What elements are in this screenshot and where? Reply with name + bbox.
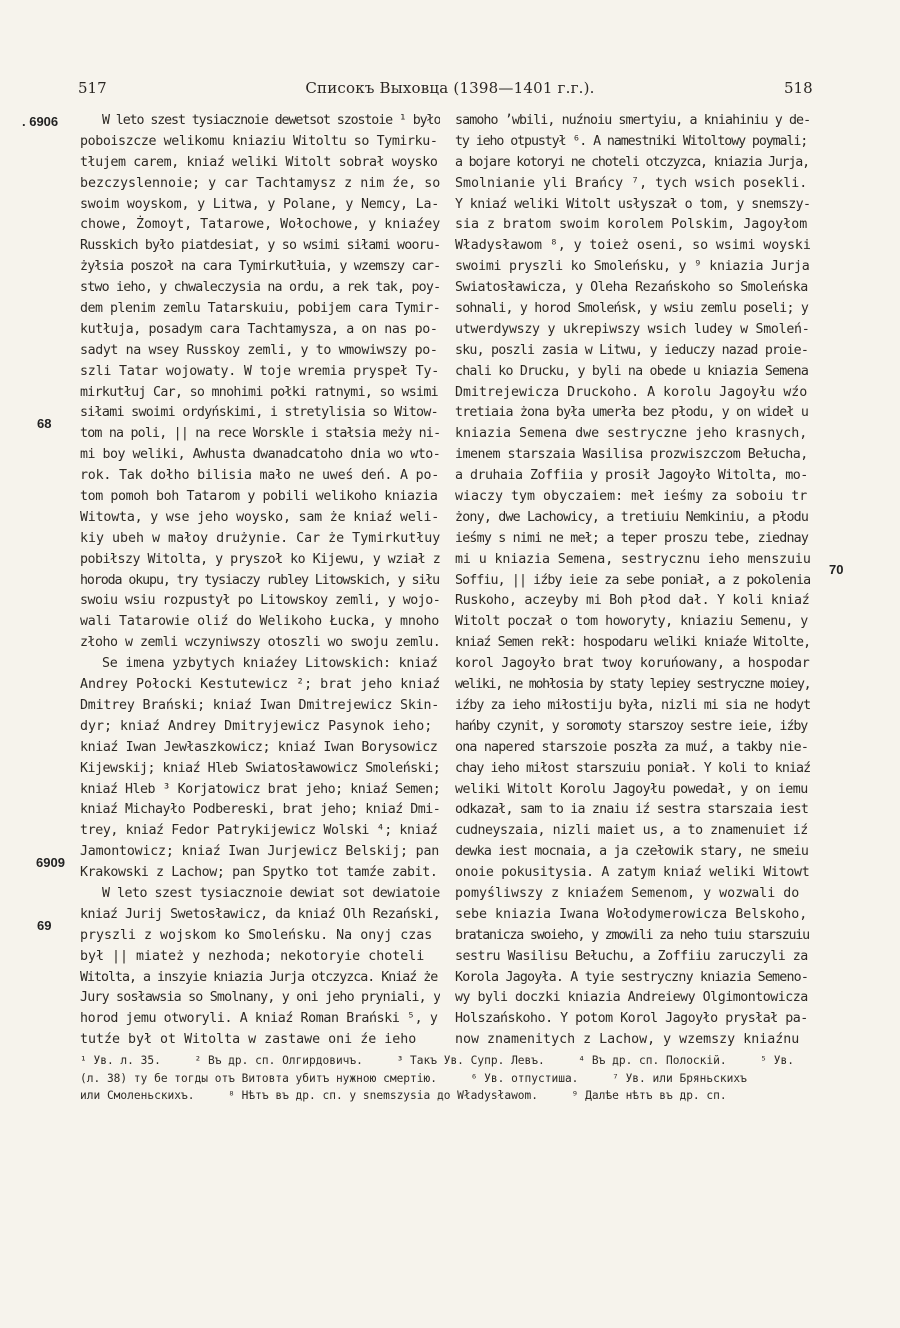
page-number-left: 517 xyxy=(78,79,107,97)
text-line: tłujem carem, kniaź weliki Witolt sobrał woysko xyxy=(80,154,438,170)
text-line: stwo ieho, y chwaleczysia na ordu, a rek tak, poy- xyxy=(80,280,440,296)
text-line: korol Jagoyło brat twoy koruńowany, a hospodar xyxy=(455,656,810,672)
text-line: Korola Jagoyła. A tyie sestryczny kniazia Semeno- xyxy=(455,969,809,985)
text-line: tutźe był ot Witolta w zastawe oni źe ieho xyxy=(80,1032,417,1048)
text-line: a bojare kotoryi ne choteli otczyzca, kniazia Jurja, xyxy=(455,154,809,170)
text-line: Witowta, y wse jeho woysko, sam że kniaź weli- xyxy=(80,509,440,525)
text-line: złoho w zemli wczyniwszy otoszli wo swoju zemlu. xyxy=(80,635,440,651)
text-line: mi u kniazia Semena, sestrycznu ieho menszuiu xyxy=(455,551,811,567)
text-line: pobiłszy Witolta, y pryszoł ko Kijewu, y wział z xyxy=(80,551,440,567)
text-line: kniaź Hleb ³ Korjatowicz brat jeho; kniaź Semen; xyxy=(80,781,440,797)
text-line: sestru Wasilisu Bełuchu, a Zoffiiu zaruczyli za xyxy=(455,948,808,964)
text-line: kniaź Jurij Swetosławicz, da kniaź Olh Rezański, xyxy=(80,906,440,922)
text-line: swoiu wsiu rozpustył po Litowskoy zemli, y wojo- xyxy=(80,593,440,609)
text-line: Witolt poczał o tom howoryty, kniaziu Semenu, y xyxy=(455,614,808,630)
text-line: był || miateż y nezhoda; nekotoryie choteli xyxy=(80,948,425,964)
margin-page-68: 68 xyxy=(37,416,52,431)
text-line: swoim woyskom, y Litwa, y Polane, y Nemcy, La- xyxy=(80,196,440,212)
text-line: onoie pokusitysia. A zatym kniaź weliki Witowt xyxy=(455,865,810,881)
text-line: dyr; kniaź Andrey Dmitryjewicz Pasynok ieho; xyxy=(80,718,433,734)
text-line: kiy ubeh w małoy drużynie. Car że Tymirkutłuy xyxy=(80,530,440,546)
text-line: Władysławom ⁸, y toież oseni, so wsimi woyski xyxy=(455,238,811,254)
text-line: tom na poli, || na rece Worskle i stałsia meży ni- xyxy=(80,426,440,442)
text-line: Se imena yzbytych kniaźey Litowskich: kniaź xyxy=(102,656,438,672)
text-line: imenem starszaia Wasilisa prozwiszczom Bełucha, xyxy=(455,447,808,463)
margin-page-70: 70 xyxy=(829,562,844,577)
text-line: Soffiu, || iźby ieie za sebe poniał, a z pokolenia xyxy=(455,572,811,588)
text-line: siłami swoimi ordyńskimi, i stretylisia so Witow- xyxy=(80,405,438,421)
text-line: Y kniaź weliki Witolt usłyszał o tom, y snemszy- xyxy=(455,196,811,212)
text-line: Swiatosławicza, y Oleha Rezańskoho so Smoleńska xyxy=(455,280,808,296)
text-line: iźby za ieho miłostiju była, nizli mi sia ne hodyt xyxy=(455,697,811,713)
text-line: Dmitrey Brański; kniaź Iwan Dmitrejewicz Skin- xyxy=(80,697,440,713)
text-line: chowe, Żomoyt, Tatarowe, Wołochowe, y kniaźey xyxy=(80,217,440,233)
footnote-line: или Смоленьскихъ. ⁸ Нѣтъ въ др. сп. у snemszysia до Władysławom. ⁹ Далѣе нѣтъ въ др. сп. xyxy=(80,1089,727,1102)
text-line: Andrey Połocki Kestutewicz ²; brat jeho kniaź xyxy=(80,677,440,693)
text-line: Holszańskoho. Y potom Korol Jagoyło prysłał pa- xyxy=(455,1011,808,1027)
text-line: weliki, ne mohłosia by staty lepiey sestryczne moiey, xyxy=(455,677,811,693)
text-line: kniaź Michayło Podbereski, brat jeho; kniaź Dmi- xyxy=(80,802,440,818)
text-line: Kijewskij; kniaź Hleb Swiatosławowicz Smoleński; xyxy=(80,760,440,776)
footnotes xyxy=(80,1052,812,1105)
text-line: Witolta, a inszyie kniazia Jurja otczyzca. Kniaź że xyxy=(80,969,438,985)
text-line: Smolnianie yli Brańcy ⁷, tych wsich posekli. xyxy=(455,175,808,191)
text-line: sku, poszli zasia w Litwu, y ieduczy nazad proie- xyxy=(455,342,809,358)
text-line: trey, kniaź Fedor Patrykijewicz Wolski ⁴; kniaź xyxy=(80,823,438,839)
text-line: cudneyszaia, nizli maiet us, a to znamenuiet iź xyxy=(455,823,808,839)
left-text-column xyxy=(80,111,440,1051)
text-line: sadyt na wsey Russkoy zemli, y to wmowiwszy po- xyxy=(80,342,438,358)
text-line: sia z bratom swoim korolem Polskim, Jagoyłom xyxy=(455,217,808,233)
text-line: wy byli doczki kniazia Andreiewy Olgimontowicza xyxy=(455,990,808,1006)
text-line: now znamenitych z Lachow, y wzemszy kniaźnu xyxy=(455,1032,800,1048)
margin-year-6909: 6909 xyxy=(36,855,65,870)
text-line: kutłuja, posadym cara Tachtamysza, a on nas po- xyxy=(80,321,438,337)
text-line: swoimi pryszli ko Smoleńsku, y ⁹ kniazia Jurja xyxy=(455,259,810,275)
text-line: horoda okupu, try tysiaczy rubley Litowskich, y siłu xyxy=(80,572,440,588)
text-line: kniaź Semen rekł: hospodaru weliki kniaźe Witolte, xyxy=(455,635,811,651)
text-line: chali ko Drucku, y byli na obede u kniazia Semena xyxy=(455,363,809,379)
text-line: hańby czynit, y soromoty starszoy sestre ieie, iźby xyxy=(455,718,808,734)
text-line: tretiaia żona była umerła bez płodu, y on wideł u xyxy=(455,405,809,421)
text-line: dewka iest mocnaia, a ja czełowik stary, ne smeiu xyxy=(455,844,809,860)
text-line: wiaczy tym obyczaiem: meł ieśmy za soboiu tr xyxy=(455,489,808,505)
text-line: odkazał, sam to ia znaiu iź sestra starszaia iest xyxy=(455,802,809,818)
text-line: wali Tatarowie oliź do Welikoho Łucka, y mnoho xyxy=(80,614,440,630)
running-title: Списокъ Выховца (1398—1401 г.г.). xyxy=(305,79,595,97)
text-line: bratanicza swoieho, y zmowili za neho tuiu starszuiu xyxy=(455,927,809,943)
text-line: dem plenim zemlu Tatarskuiu, pobijem cara Tymir- xyxy=(80,301,440,317)
right-text-column xyxy=(455,111,811,1051)
text-line: sebe kniazia Iwana Wołodymerowicza Belskoho, xyxy=(455,906,808,922)
text-line: szli Tatar wojowaty. W toje wremia pryspeł Ty- xyxy=(80,363,440,379)
footnote-line: ¹ Ув. л. 35. ² Въ др. сп. Олгирдовичъ. ³ Такъ Ув. Супр. Левъ. ⁴ Въ др. сп. Полоскій. ⁵ Ув. xyxy=(80,1054,794,1067)
text-line: pomyśliwszy z kniaźem Semenom, y wozwali do xyxy=(455,885,800,901)
text-line: W leto szest tysiacznoie dewetsot szostoie ¹ było xyxy=(102,113,440,128)
text-line: kniaź Iwan Jewłaszkowicz; kniaź Iwan Borysowicz xyxy=(80,739,438,755)
text-line: bezczyslennoie; y car Tachtamysz z nim źe, so xyxy=(80,175,440,191)
text-line: Dmitrejewicza Druckoho. A korolu Jagoyłu wźo xyxy=(455,384,808,400)
text-line: Russkich było piatdesiat, y so wsimi siłami wooru- xyxy=(80,238,440,254)
text-line: poboiszcze welikomu kniaziu Witoltu so Tymirku- xyxy=(80,133,438,149)
text-line: ieśmy s nimi ne meł; a teper proszu tebe, ziednay xyxy=(455,530,809,546)
text-line: Jamontowicz; kniaź Iwan Jurjewicz Belskij; pan xyxy=(80,844,440,860)
text-line: żyłsia poszoł na cara Tymirkutłuia, y wzemszy car- xyxy=(80,259,440,275)
running-header xyxy=(0,79,900,99)
text-line: Krakowski z Lachow; pan Spytko tot tamźe zabit. xyxy=(80,865,438,881)
text-line: a druhaia Zoffiia y prosił Jagoyło Witolta, mo- xyxy=(455,468,808,484)
text-line: pryszli z wojskom ko Smoleńsku. Na onyj czas xyxy=(80,927,433,943)
text-line: chay ieho miłost starszuiu poniał. Y koli to kniaź xyxy=(455,760,811,776)
text-line: Ruskoho, aczeyby mi Boh płod dał. Y koli kniaź xyxy=(455,593,810,609)
text-line: horod jemu otworyli. A kniaź Roman Brański ⁵, y xyxy=(80,1011,438,1027)
text-line: weliki Witolt Korolu Jagoyłu powedał, y on iemu xyxy=(455,781,808,797)
text-line: kniazia Semena dwe sestryczne jeho krasnych, xyxy=(455,426,808,442)
text-line: sohnali, y horod Smoleńsk, y wsiu zemlu poseli; y xyxy=(455,301,809,317)
page-number-right: 518 xyxy=(784,79,813,97)
text-line: ona napered starszoie poszła za muź, a takby nie- xyxy=(455,739,809,755)
text-line: samoho ʼwbili, nuźnoiu smertyiu, a kniahiniu y de- xyxy=(455,113,811,128)
text-line: utwerdywszy y ukrepiwszy wsich ludey w Smoleń- xyxy=(455,321,810,337)
text-line: mirkutłuj Car, so mnohimi połki ratnymi, so wsimi xyxy=(80,384,438,400)
margin-year-6906: . 6906 xyxy=(22,114,59,129)
footnote-line: (л. 38) ту бе тогды отъ Витовта убитъ нужною смертiю. ⁶ Ув. отпустиша. ⁷ Ув. или Бряньскихъ xyxy=(80,1071,747,1085)
text-line: ty ieho otpustył ⁶. A namestniki Witoltowy poymali; xyxy=(455,133,808,149)
text-line: Jury sosławsia so Smolnany, y oni jeho pryniali, y xyxy=(80,990,440,1006)
text-line: rok. Tak dołho bilisia mało ne uweś deń. A po- xyxy=(80,468,440,484)
text-line: mi boy weliki, Awhusta dwanadcatoho dnia wo wto- xyxy=(80,447,440,463)
margin-page-69: 69 xyxy=(37,918,52,933)
text-line: W leto szest tysiacznoie dewiat sot dewiatoie xyxy=(102,885,440,901)
text-line: żony, dwe Lachowicy, a tretiuiu Nemkiniu, a płodu xyxy=(455,509,809,525)
text-line: tom pomoh boh Tatarom y pobili welikoho kniazia xyxy=(80,489,438,505)
